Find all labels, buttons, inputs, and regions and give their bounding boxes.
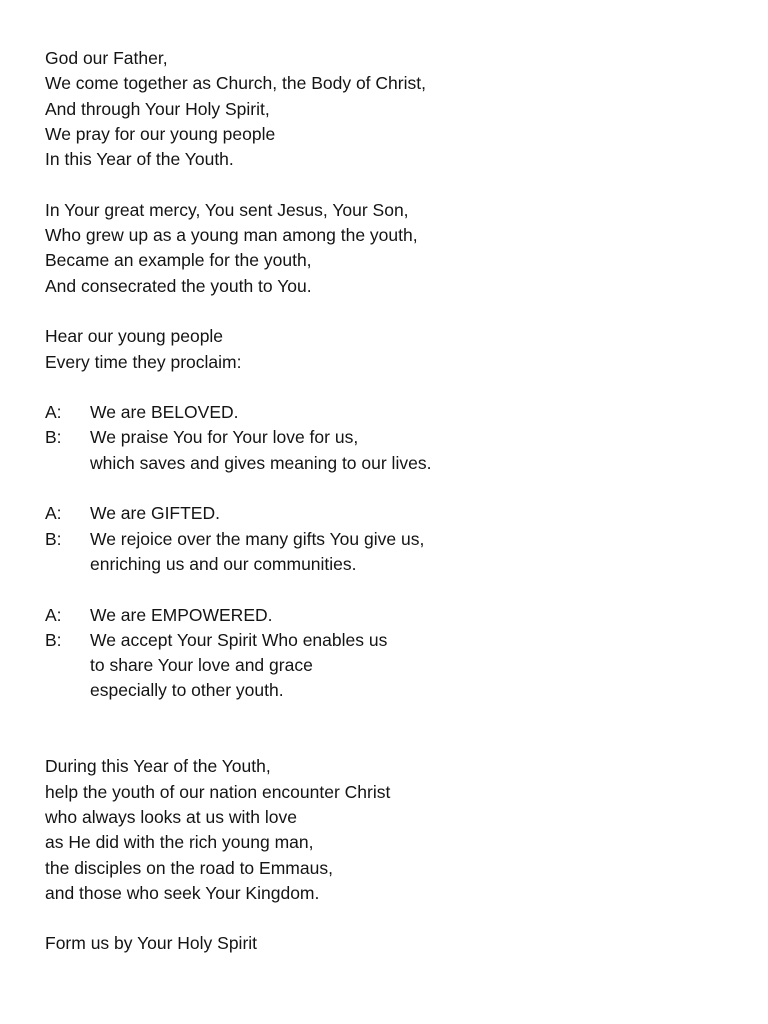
response-beloved xyxy=(45,400,745,476)
stanza-gap xyxy=(45,476,745,501)
response-text: We are GIFTED. xyxy=(90,503,220,524)
prayer-line: In Your great mercy, You sent Jesus, Your Son, xyxy=(45,199,409,220)
response-b-line xyxy=(45,527,745,552)
prayer-line: And consecrated the youth to You. xyxy=(45,275,312,296)
response-empowered xyxy=(45,603,745,704)
stanza-gap xyxy=(45,704,745,755)
response-a-line xyxy=(45,501,745,526)
prayer-document xyxy=(45,46,745,957)
speaker-label: B: xyxy=(45,427,62,448)
prayer-line: Every time they proclaim: xyxy=(45,351,242,372)
stanza-form-us xyxy=(45,931,745,956)
response-continuation: especially to other youth. xyxy=(90,680,284,701)
prayer-line: In this Year of the Youth. xyxy=(45,149,234,170)
prayer-line: help the youth of our nation encounter Christ xyxy=(45,781,391,802)
prayer-line: We come together as Church, the Body of Christ, xyxy=(45,73,426,94)
prayer-line: as He did with the rich young man, xyxy=(45,832,314,853)
speaker-label: B: xyxy=(45,629,62,650)
speaker-label: B: xyxy=(45,528,62,549)
prayer-line: During this Year of the Youth, xyxy=(45,756,271,777)
stanza-year-of-youth xyxy=(45,754,745,906)
stanza-hear xyxy=(45,324,745,375)
prayer-line: Form us by Your Holy Spirit xyxy=(45,933,258,954)
prayer-line: the disciples on the road to Emmaus, xyxy=(45,857,333,878)
response-text: We accept Your Spirit Who enables us xyxy=(90,629,388,650)
stanza-gap xyxy=(45,172,745,197)
response-text: We are EMPOWERED. xyxy=(90,604,273,625)
prayer-line: and those who seek Your Kingdom. xyxy=(45,882,320,903)
prayer-line: who always looks at us with love xyxy=(45,806,297,827)
response-b-line xyxy=(45,425,745,450)
response-text: We praise You for Your love for us, xyxy=(90,427,359,448)
response-a-line xyxy=(45,603,745,628)
response-text: We are BELOVED. xyxy=(90,402,239,423)
response-a-line xyxy=(45,400,745,425)
response-continuation: to share Your love and grace xyxy=(90,655,313,676)
prayer-line: Who grew up as a young man among the youth, xyxy=(45,225,418,246)
response-continuation: enriching us and our communities. xyxy=(90,553,357,574)
stanza-gap xyxy=(45,299,745,324)
stanza-opening xyxy=(45,46,745,172)
speaker-label: A: xyxy=(45,604,62,625)
response-gifted xyxy=(45,501,745,577)
response-text: We rejoice over the many gifts You give us, xyxy=(90,528,425,549)
response-continuation: which saves and gives meaning to our lives. xyxy=(90,452,432,473)
prayer-line: Hear our young people xyxy=(45,326,224,347)
prayer-line: God our Father, xyxy=(45,48,168,68)
prayer-line: Became an example for the youth, xyxy=(45,250,312,271)
stanza-mercy xyxy=(45,198,745,299)
stanza-gap xyxy=(45,906,745,931)
stanza-gap xyxy=(45,577,745,602)
prayer-line: We pray for our young people xyxy=(45,123,276,144)
stanza-gap xyxy=(45,375,745,400)
prayer-line: And through Your Holy Spirit, xyxy=(45,98,270,119)
speaker-label: A: xyxy=(45,402,62,423)
response-b-line xyxy=(45,628,745,653)
speaker-label: A: xyxy=(45,503,62,524)
